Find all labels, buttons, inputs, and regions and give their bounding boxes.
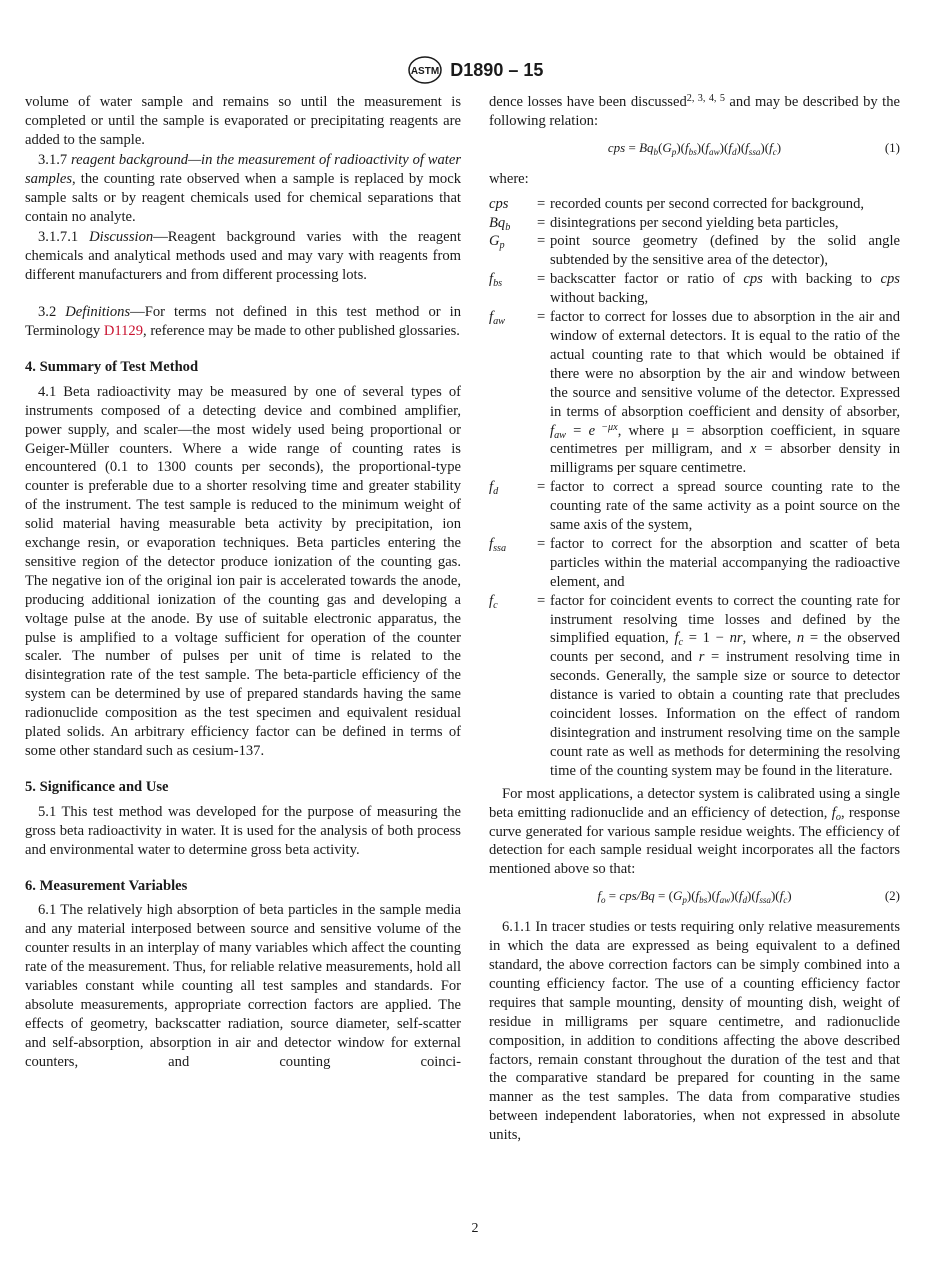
text-run: cps/Bq <box>619 888 655 904</box>
text-run: )( <box>747 888 756 904</box>
definition-term <box>489 195 537 214</box>
text-run: = ( <box>654 888 673 904</box>
text-run: For most applications, a detector system is calibrated using a single beta emitting radionuclide and an efficiency of detection, <box>489 785 900 821</box>
equation-body <box>597 888 792 906</box>
text-run: ( <box>658 139 663 155</box>
subscript: aw <box>719 895 731 906</box>
text-run: = absorber density in milligrams per square centimetre. <box>550 441 901 477</box>
text-run: = 1 − <box>683 630 730 647</box>
text-run: r <box>698 649 705 666</box>
text-run: f <box>779 888 784 904</box>
paragraph <box>25 803 461 860</box>
text-run: nr <box>729 630 743 647</box>
document-designation: D1890 – 15 <box>450 59 544 80</box>
subscript: c <box>678 637 684 649</box>
text-run: G <box>662 139 672 155</box>
text-run: factor for coincident events to correct the counting rate for instrument resolving time losses and defined by the simplified equation, <box>550 592 900 647</box>
paragraph <box>25 901 461 1071</box>
definition-term <box>489 478 537 535</box>
text-run: f <box>715 888 720 904</box>
subscript: aw <box>493 316 505 328</box>
text-run: —Reagent background varies with the reagent chemicals and analytical methods used and may vary with reagents from different manufacturers and from different processing lots. <box>25 229 461 284</box>
equals-sign: = <box>537 592 546 609</box>
text-run: f <box>550 422 555 439</box>
definition-text <box>550 478 900 535</box>
section-heading: 6. Measurement Variables <box>25 877 188 894</box>
right-column <box>489 93 900 1147</box>
equals-sign: = <box>537 535 546 552</box>
text-run: backscatter factor or ratio of <box>550 271 744 288</box>
text-run: 4.1 Beta radioactivity may be measured by one of several types of instruments composed of a detecting device and combined amplifier, power supply, and scaler—the most widely used being proportional or Geiger-Müller counters. Where a wide range of counting rates is encountered (0.1 to 1300 counts per seconds), the proportional-type counter is preferable due to a shorter resolving time and greater stability of the instrument. The test sample is reduced to the minimum weight of solid material having measurable beta activity by precipitation, ion exchange resin, or evaporation techniques. Beta particles entering the sensitive region of the detector produce ionization of the counting gas. The negative ion of the original ion pair is accelerated towards the anode, producing additional ionization of the counting gas and developing a voltage pulse at the anode. By use of suitable electronic apparatus, the pulse is amplified to a voltage sufficient for operation of the counter scaler. The number of pulses per unit of time is related to the disintegration rate of the test sample. The beta-particle efficiency of the system can be determined by use of prepared standards having the same radionuclide composition as the test specimen and equivalent residual plated solids. An arbitrary efficiency factor can be defined in terms of some other standard such as cesium-137. <box>25 383 461 759</box>
definition-term <box>489 214 537 233</box>
text-run: f <box>831 804 836 821</box>
text-run: = <box>625 139 640 155</box>
definition-text <box>550 214 900 233</box>
text-run: point source geometry (defined by the solid angle subtended by the sensitive area of the detector), <box>550 233 900 269</box>
text-run: 3.1.7 <box>38 152 72 169</box>
terminology-link[interactable]: D1129 <box>103 322 144 339</box>
definition-text <box>550 195 900 214</box>
text-run: , where, <box>742 630 797 647</box>
text-run: = the observed counts per second, and <box>550 630 901 666</box>
subscript: bs <box>493 278 503 290</box>
section-heading: 4. Summary of Test Method <box>25 358 199 375</box>
definition-row <box>489 308 900 478</box>
definition-term <box>489 592 537 781</box>
text-run: )( <box>760 139 770 155</box>
text-run: recorded counts per second corrected for background, <box>550 195 865 212</box>
text-run: )( <box>676 139 686 155</box>
text-run: f <box>755 888 760 904</box>
text-run: = <box>566 422 589 439</box>
paragraph <box>489 785 900 880</box>
text-run: dence losses have been discussed <box>489 94 687 110</box>
text-run: f <box>769 139 773 155</box>
equation-number: (2) <box>884 888 900 904</box>
text-run: Bq <box>489 214 506 231</box>
left-column <box>25 93 461 1073</box>
text-run: f <box>745 139 749 155</box>
definition-row <box>489 270 900 308</box>
text-run: 5.1 This test method was developed for the purpose of measuring the gross beta radioactivity in water. It is used for the analysis of both process and environmental water to determine gross beta activity. <box>25 803 461 858</box>
definition-term <box>489 535 537 592</box>
subscript: p <box>671 146 677 157</box>
subscript: d <box>493 486 499 498</box>
paragraph <box>25 303 461 341</box>
definition-term <box>489 270 537 308</box>
text-run: f <box>489 271 494 288</box>
equals-sign: = <box>537 479 546 496</box>
subscript: bs <box>688 146 697 157</box>
page-header <box>0 55 950 85</box>
svg-text:ASTM: ASTM <box>410 66 439 77</box>
equals-sign: = <box>537 309 546 326</box>
text-run: n <box>796 630 805 647</box>
text-run: disintegrations per second yielding beta particles, <box>550 214 839 231</box>
text-run: f <box>738 888 743 904</box>
text-run: f <box>489 309 494 326</box>
text-run: , reference may be made to other published glossaries. <box>143 322 460 339</box>
text-run: f <box>705 139 710 155</box>
text-run: f <box>728 139 732 155</box>
text-run: 3.1.7.1 <box>38 229 90 246</box>
text-run: factor to correct for losses due to absorption in the air and window of external detectors. It is equal to the ratio of the actual counting rate to that which would be obtained if there were no absorption by the air and window between the source and sensitive volume of the detector. Expressed in terms of absorption coefficient and density of absorber, <box>550 309 900 420</box>
equals-sign: = <box>537 214 546 231</box>
text-run: f <box>674 630 679 647</box>
equals-sign: = <box>537 271 546 288</box>
definition-text <box>550 592 900 781</box>
text-run: f <box>685 139 689 155</box>
text-run: x <box>749 441 757 458</box>
subscript: o <box>600 895 606 906</box>
text-run: cps <box>489 195 509 212</box>
text-run: —For terms not defined in this test method or in Terminology <box>25 304 461 339</box>
text-run: G <box>489 233 500 250</box>
text-run: ) <box>787 888 792 904</box>
text-run: f <box>489 592 494 609</box>
text-run: ) <box>776 139 782 155</box>
definition-row <box>489 232 900 270</box>
text-run: Discussion <box>89 229 154 246</box>
text-run: without backing, <box>550 290 649 307</box>
text-run: factor to correct a spread source counting rate to the counting rate of the same activity as a point source on the same axis of the system, <box>550 479 900 534</box>
text-run: Definitions <box>65 304 131 321</box>
text-run: volume of water sample and remains so until the measurement is completed or until the sample is evaporated or precipitating reagents are added to the sample. <box>25 94 461 148</box>
text-run: , where μ = absorption coefficient, in square centimetres per milligram, and <box>550 422 900 458</box>
definition-row <box>489 195 900 214</box>
paragraph <box>25 383 461 761</box>
text-run: )( <box>696 139 706 155</box>
section-heading: 5. Significance and Use <box>25 778 169 795</box>
variable-definitions <box>489 195 900 781</box>
subscript: d <box>742 895 748 906</box>
definition-row <box>489 214 900 233</box>
text-run: cps <box>743 271 763 288</box>
definition-text <box>550 232 900 270</box>
text-run: = <box>605 888 620 904</box>
text-run: 6.1.1 In tracer studies or tests requiring only relative measurements in which the data are expressed as being equivalent to a defined standard, the above correction factors can be simply combined into a counting efficiency factor. The use of a counting efficiency factor requires that sample mounting, density of mounting dish, weight of residue in milligrams per square centimetre, and radionuclide composition, in addition to conditions affecting the above described factors, remain constant throughout the duration of the test and that the comparative standard be prepared for counting in the same manner as the test samples. The data from comparative studies between independent laboratories, when not expressed in absolute units, <box>489 919 900 1144</box>
equals-sign: = <box>537 233 546 250</box>
text-run: )( <box>719 139 729 155</box>
text-run: e <box>588 422 596 439</box>
page-number: 2 <box>471 1221 479 1236</box>
subscript: c <box>493 599 498 611</box>
definition-row <box>489 592 900 781</box>
definition-term <box>489 232 537 270</box>
subscript: p <box>682 895 687 906</box>
text-run: )( <box>736 139 746 155</box>
subscript: c <box>783 895 788 906</box>
equation <box>489 139 900 158</box>
text-run: , response curve generated for various sample residue weights. The efficiency of detection for each sample residual weight incorporates all the factors mentioned above so that: <box>489 804 900 878</box>
text-run: )( <box>730 888 739 904</box>
superscript: −μx <box>595 421 618 433</box>
definition-term <box>489 308 537 478</box>
subscript: ssa <box>748 146 761 157</box>
definition-text <box>550 535 900 592</box>
equation-number: (1) <box>884 139 900 155</box>
text-run: reagent background—in the measurement of radioactivity of water samples <box>25 152 461 188</box>
text-run: , the counting rate observed when a sample is replaced by mock sample salts or by reagent chemicals used for chemical separations that contain no analyte. <box>25 171 461 225</box>
text-run: )( <box>707 888 716 904</box>
subscript: ssa <box>759 895 771 906</box>
subscript: d <box>731 146 737 157</box>
astm-logo-icon <box>407 55 443 85</box>
paragraph <box>489 918 900 1145</box>
text-run: with backing to <box>762 271 881 288</box>
definition-row <box>489 478 900 535</box>
text-run: )( <box>770 888 780 904</box>
text-run: = instrument resolving time in seconds. Generally, the sample size or source to detector distance is varied to obtain a counting rate that precludes coincident losses. Information on the effect of random disintegration and instrument resolving time on the sample count rate as well as methods for determining the resolving time of the counting system may be found in the literature. <box>550 649 901 779</box>
paragraph <box>25 151 461 227</box>
subscript: ssa <box>493 542 507 554</box>
text-run: 3.2 <box>38 304 66 321</box>
subscript: aw <box>554 429 566 441</box>
paragraph <box>25 228 461 285</box>
definition-text <box>550 270 900 308</box>
definition-text <box>550 308 900 478</box>
where-label: where: <box>489 170 529 187</box>
text-run: G <box>672 888 683 904</box>
text-run: cps <box>607 139 626 155</box>
text-run: f <box>695 888 700 904</box>
text-run: f <box>597 888 601 904</box>
equation <box>489 887 900 906</box>
paragraph <box>489 93 900 131</box>
subscript: aw <box>709 146 720 157</box>
paragraph <box>25 93 461 150</box>
subscript: bs <box>699 895 708 906</box>
superscript: 2, 3, 4, 5 <box>686 93 725 104</box>
subscript: b <box>653 146 659 157</box>
subscript: o <box>835 811 841 823</box>
subscript: p <box>499 240 505 252</box>
definition-row <box>489 535 900 592</box>
equation-body <box>608 140 781 155</box>
text-run: Bq <box>639 139 654 155</box>
subscript: b <box>505 221 511 233</box>
text-run: and may be described by the following relation: <box>489 94 901 129</box>
text-run: f <box>489 479 494 496</box>
text-run: f <box>489 535 494 552</box>
equals-sign: = <box>537 195 546 212</box>
text-run: )( <box>686 888 696 904</box>
text-run: factor to correct for the absorption and scatter of beta particles within the material accompanying the radioactive element, and <box>550 535 900 590</box>
text-run: 6.1 The relatively high absorption of beta particles in the sample media and any material interposed between source and sensitive volume of the counter results in an interplay of many variables which affect the counting rate of the measurement. Thus, for reliable relative measurements, hold all variables constant while counting all test samples and standards. For absolute measurements, appropriate correction factors are applied. The effects of geometry, backscatter radiation, source diameter, self-scatter and self-absorption, absorption in air and detector window for external counters, and counting coinci- <box>25 902 461 1070</box>
subscript: c <box>772 146 777 157</box>
text-run: cps <box>880 271 900 288</box>
